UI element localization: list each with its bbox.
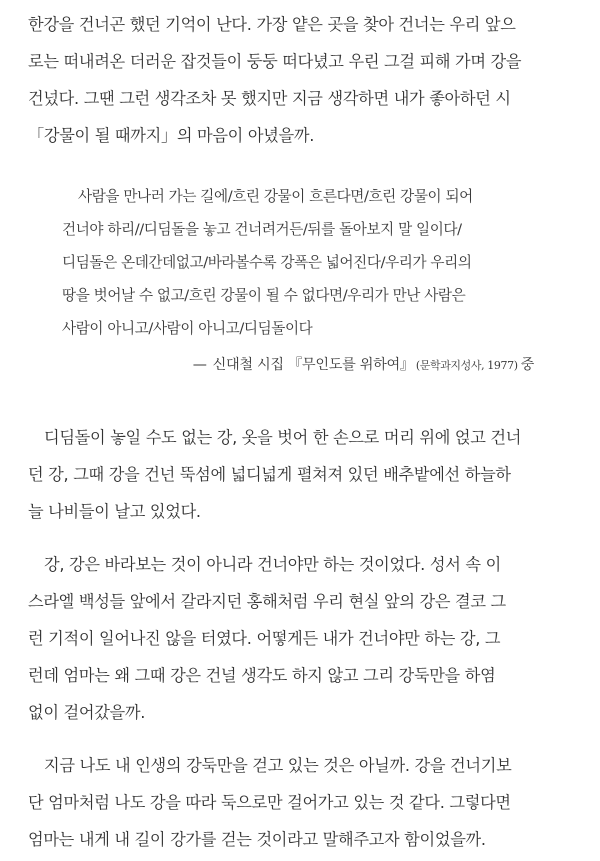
text-line: 지금 나도 내 인생의 강둑만을 걷고 있는 것은 아닐까. 강을 건너기보 xyxy=(44,756,512,775)
paragraph-4 xyxy=(28,747,570,858)
poem-line: 사람이 아니고/사람이 아니고/디딤돌이다 xyxy=(62,320,313,337)
text-line: 디딤돌이 놓일 수도 없는 강, 옷을 벗어 한 손으로 머리 위에 얹고 건너 xyxy=(44,428,522,447)
attribution-suffix: 중 xyxy=(520,357,534,373)
text-line: 늘 나비들이 날고 있었다. xyxy=(28,502,201,521)
poem-line: 사람을 만나러 가는 길에/흐린 강물이 흐른다면/흐린 강물이 되어 xyxy=(78,188,473,205)
text-line: 던 강, 그때 강을 건넌 뚝섬에 넓디넓게 펼쳐져 있던 배추밭에선 하늘하 xyxy=(28,465,511,484)
poem-attribution xyxy=(193,352,534,379)
text-line: 강, 강은 바라보는 것이 아니라 건너야만 하는 것이었다. 성서 속 이 xyxy=(44,555,501,574)
text-line: 런데 엄마는 왜 그때 강은 건널 생각도 하지 않고 그리 강둑만을 하염 xyxy=(28,666,496,685)
text-line: 로는 떠내려온 더러운 잡것들이 둥둥 떠다녔고 우린 그걸 피해 가며 강을 xyxy=(28,52,522,71)
poem-quote xyxy=(62,180,534,345)
text-line: 없이 걸어갔을까. xyxy=(28,703,146,722)
em-dash: — xyxy=(192,357,207,373)
poem-line: 건너야 하리//디딤돌을 놓고 건너려거든/뒤를 돌아보지 말 일이다/ xyxy=(62,221,462,238)
text-line: 「강물이 될 때까지」의 마음이 아녔을까. xyxy=(28,126,315,145)
text-line: 단 엄마처럼 나도 강을 따라 둑으로만 걸어가고 있는 것 같다. 그렇다면 xyxy=(28,793,511,812)
text-line: 스라엘 백성들 앞에서 갈라지던 홍해처럼 우리 현실 앞의 강은 결코 그 xyxy=(28,592,506,611)
text-line: 건넜다. 그땐 그런 생각조차 못 했지만 지금 생각하면 내가 좋아하던 시 xyxy=(28,89,511,108)
poem-line: 디딤돌은 온데간데없고/바라볼수록 강폭은 넓어진다/우리가 우리의 xyxy=(62,254,472,271)
attribution-source: 신대철 시집 『무인도를 위하여』 xyxy=(212,357,414,373)
text-line: 런 기적이 일어나진 않을 터였다. 어떻게든 내가 건너야만 하는 강, 그 xyxy=(28,629,501,648)
paragraph-3 xyxy=(28,546,570,731)
text-line: 한강을 건너곤 했던 기억이 난다. 가장 얕은 곳을 찾아 건너는 우리 앞으 xyxy=(28,15,516,34)
paragraph-1 xyxy=(28,6,570,154)
attribution-publisher: (문학과지성사, 1977) xyxy=(415,359,518,372)
paragraph-2 xyxy=(28,419,570,530)
poem-line: 땅을 벗어날 수 없고/흐린 강물이 될 수 없다면/우리가 만난 사람은 xyxy=(62,287,466,304)
text-line: 엄마는 내게 내 길이 강가를 걷는 것이라고 말해주고자 함이었을까. xyxy=(28,830,486,849)
